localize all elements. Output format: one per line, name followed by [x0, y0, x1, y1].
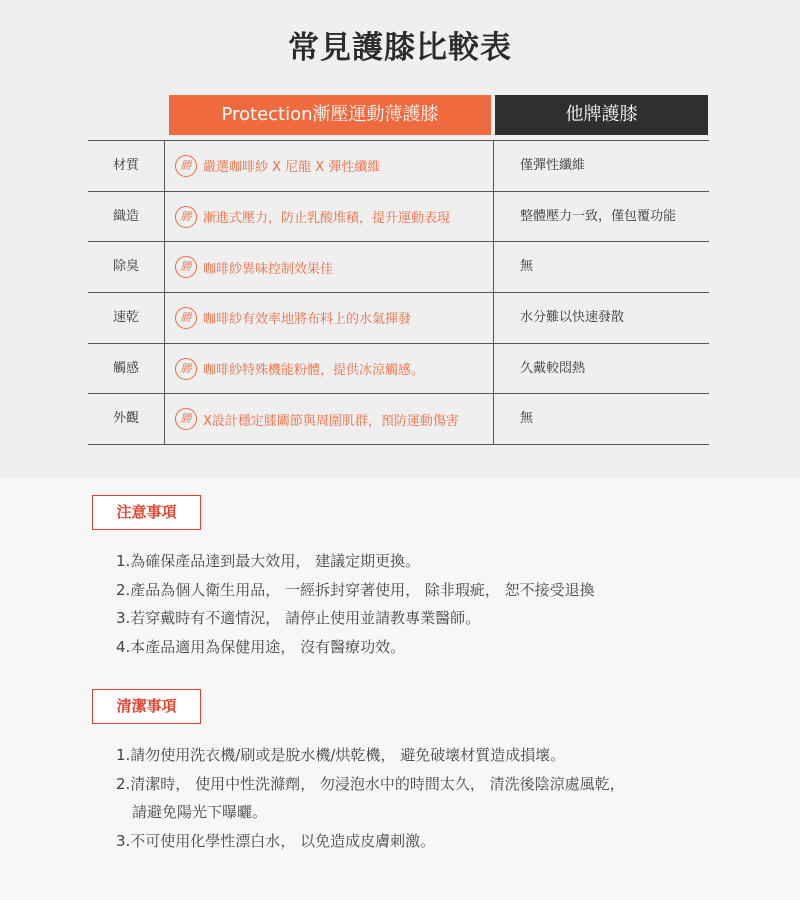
list-item: 3.若穿戴時有不適情況， 請停止使用並請教專業醫師。	[116, 609, 481, 627]
comparison-table	[88, 140, 709, 445]
row-label: 材質	[88, 141, 165, 191]
our-product-text: 嚴選咖啡紗 X 尼龍 X 彈性纖維	[203, 160, 381, 176]
table-row	[88, 141, 709, 192]
our-product-text: 咖啡紗異味控制效果佳	[203, 261, 334, 277]
other-brand-cell: 無	[520, 411, 534, 427]
our-product-cell	[165, 394, 494, 444]
header-our-product: Protection漸壓運動薄護膝	[169, 95, 491, 135]
row-label: 觸感	[88, 344, 165, 394]
win-badge-icon: 勝	[175, 206, 197, 228]
our-product-cell	[165, 293, 494, 343]
header-other-brand: 他牌護膝	[495, 95, 708, 135]
list-item: 4.本產品適用為保健用途， 沒有醫療功效。	[116, 637, 406, 656]
other-brand-cell: 整體壓力一致，僅包覆功能	[520, 208, 677, 224]
our-product-cell	[165, 141, 494, 191]
win-badge-icon: 勝	[175, 307, 197, 329]
list-item: 3.不可使用化學性漂白水， 以免造成皮膚刺激。	[116, 831, 436, 850]
other-brand-cell: 水分難以快速發散	[520, 310, 625, 326]
page-title: 常見護膝比較表	[288, 30, 512, 66]
row-label: 織造	[88, 192, 165, 242]
table-row	[88, 192, 709, 243]
cleaning-list	[116, 741, 756, 855]
other-brand-cell: 久戴較悶熱	[520, 360, 586, 376]
win-badge-icon: 勝	[175, 256, 197, 278]
our-product-text: 咖啡紗有效率地將布料上的水氣揮發	[203, 312, 412, 328]
row-label: 外觀	[88, 394, 165, 444]
our-product-cell	[165, 242, 494, 292]
other-brand-cell: 僅彈性纖維	[520, 158, 586, 173]
cleaning-title: 清潔事項	[92, 689, 201, 724]
row-label: 除臭	[88, 242, 165, 292]
list-item: 2.產品為個人衛生用品， 一經拆封穿著使用， 除非瑕疵， 恕不接受退換	[116, 580, 595, 599]
list-item: 2.清潔時， 使用中性洗滌劑， 勿浸泡水中的時間太久， 清洗後陰涼處風乾，	[116, 774, 625, 793]
win-badge-icon: 勝	[175, 408, 197, 430]
win-badge-icon: 勝	[175, 358, 197, 380]
row-label: 速乾	[88, 293, 165, 343]
list-item: 請避免陽光下曝曬。	[132, 803, 268, 821]
list-item: 1.請勿使用洗衣機/刷或是脫水機/烘乾機， 避免破壞材質造成損壞。	[116, 746, 566, 764]
list-item: 1.為確保產品達到最大效用， 建議定期更換。	[116, 552, 421, 570]
our-product-text: 漸進式壓力，防止乳酸堆積，提升運動表現	[203, 211, 451, 227]
table-row	[88, 394, 709, 445]
notice-title: 注意事項	[92, 495, 201, 530]
our-product-cell	[165, 344, 494, 394]
table-row	[88, 344, 709, 395]
table-row	[88, 293, 709, 344]
our-product-text: X設計穩定膝關節與周圍肌群，預防運動傷害	[203, 413, 459, 429]
our-product-text: 咖啡紗特殊機能粉體，提供冰涼觸感。	[203, 363, 425, 379]
notice-list	[116, 547, 756, 661]
table-row	[88, 242, 709, 293]
our-product-cell	[165, 192, 494, 242]
win-badge-icon: 勝	[175, 155, 197, 177]
other-brand-cell: 無	[520, 259, 534, 275]
